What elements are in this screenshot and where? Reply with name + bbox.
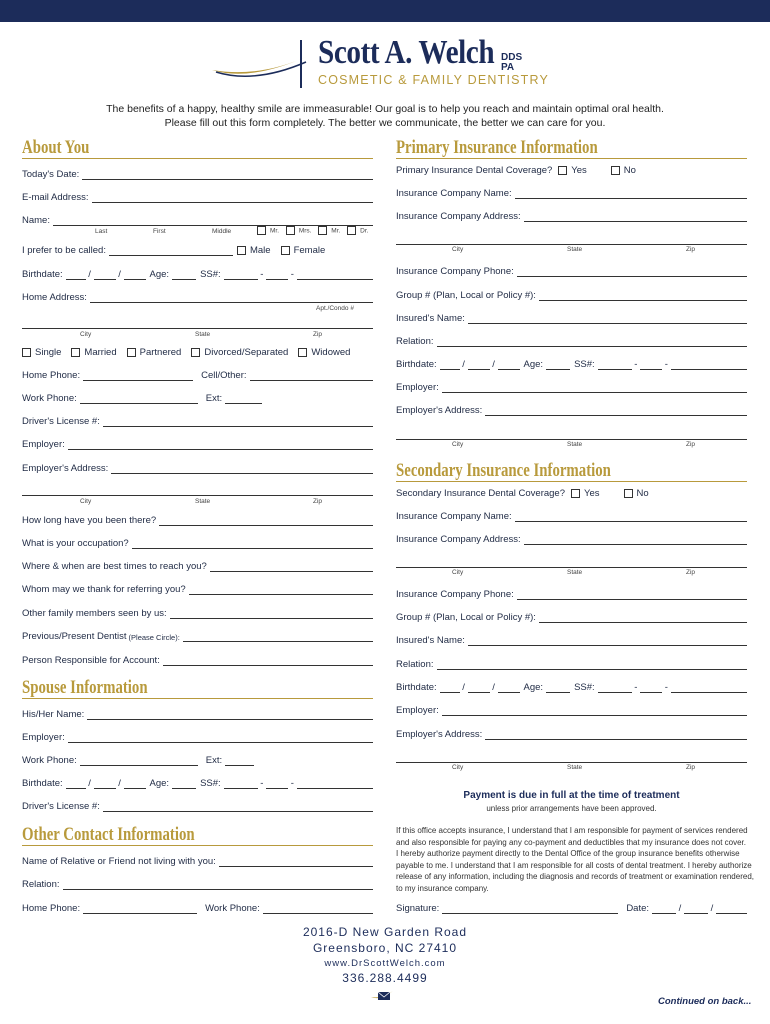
spouse-license-field[interactable]	[103, 801, 373, 812]
dentist-field[interactable]	[183, 631, 373, 642]
logo-divider	[300, 40, 302, 88]
footer-website: www.DrScottWelch.com	[324, 958, 446, 969]
married-checkbox[interactable]	[71, 348, 80, 357]
secondary-company-row: Insurance Company Name:	[396, 511, 747, 522]
primary-employer-address-row: Employer's Address:	[396, 405, 747, 416]
primary-state-caption: State	[567, 246, 583, 253]
secondary-insurance-heading: Secondary Insurance Information	[396, 460, 611, 481]
secondary-ss-part2-field[interactable]	[640, 682, 662, 693]
responsible-field[interactable]	[163, 655, 373, 666]
secondary-insurance-rule	[396, 481, 747, 482]
responsible-row: Person Responsible for Account:	[22, 655, 373, 666]
home-phone-field[interactable]	[83, 370, 193, 381]
practice-tagline: COSMETIC & FAMILY DENTISTRY	[318, 73, 550, 87]
spouse-ext-field[interactable]	[225, 755, 254, 766]
relative-row: Name of Relative or Friend not living with you:	[22, 856, 373, 867]
referral-row: Whom may we thank for referring you?	[22, 584, 373, 595]
primary-employer-city-state-zip-field[interactable]	[396, 429, 747, 440]
dr-checkbox[interactable]	[347, 226, 356, 235]
primary-company-address-row: Insurance Company Address:	[396, 211, 747, 222]
name-last-caption: Last	[95, 228, 108, 235]
zip-caption: Zip	[313, 331, 323, 338]
name-field[interactable]	[53, 215, 373, 226]
intro-line-1: The benefits of a happy, healthy smile are immeasurable! Our goal is to help you reach and maintain optimal oral health.	[106, 103, 664, 115]
primary-city-state-zip-field[interactable]	[396, 234, 747, 245]
spouse-birthdate-row: Birthdate: / / Age: SS#: - -	[22, 778, 373, 789]
secondary-no-checkbox[interactable]	[624, 489, 633, 498]
primary-relation-field[interactable]	[437, 336, 748, 347]
home-city-row	[22, 318, 373, 329]
ss-part1-field[interactable]	[224, 269, 258, 280]
date-year-field[interactable]	[716, 903, 747, 914]
payment-headline: Payment is due in full at the time of treatment	[463, 790, 680, 801]
spouse-birth-year-field[interactable]	[124, 778, 146, 789]
secondary-coverage-row: Secondary Insurance Dental Coverage? Yes No	[396, 488, 649, 499]
primary-ss-part1-field[interactable]	[598, 359, 632, 370]
secondary-state-caption: State	[567, 569, 583, 576]
spouse-name-row: His/Her Name:	[22, 709, 373, 720]
other-work-phone-field[interactable]	[263, 903, 373, 914]
best-times-field[interactable]	[210, 561, 373, 572]
dentist-row: Previous/Present Dentist (Please Circle):	[22, 631, 373, 642]
top-banner	[0, 0, 770, 22]
mr-checkbox[interactable]	[257, 226, 266, 235]
primary-birth-month-field[interactable]	[440, 359, 460, 370]
spouse-ss-part1-field[interactable]	[224, 778, 258, 789]
primary-employer-field[interactable]	[442, 382, 747, 393]
age-field[interactable]	[172, 269, 196, 280]
divorced-checkbox[interactable]	[191, 348, 200, 357]
secondary-birth-year-field[interactable]	[498, 682, 520, 693]
primary-city-row	[396, 234, 747, 245]
secondary-employer-city-caption: City	[452, 764, 464, 771]
primary-company-field[interactable]	[515, 188, 747, 199]
primary-birth-year-field[interactable]	[498, 359, 520, 370]
birthdate-row: Birthdate: / / Age: SS#: - -	[22, 269, 373, 280]
secondary-employer-city-state-zip-field[interactable]	[396, 752, 747, 763]
spouse-birth-month-field[interactable]	[66, 778, 86, 789]
work-ext-field[interactable]	[225, 393, 262, 404]
date-day-field[interactable]	[684, 903, 708, 914]
secondary-yes-checkbox[interactable]	[571, 489, 580, 498]
payment-terms: If this office accepts insurance, I understand that I am responsible for payment of services rendered and also responsible for paying any co-payment and deductibles that my insurance does not cover. I hereby authorize payment directly to the Dental Office of the group insurance benefits otherwise payable to me. I understand that I am responsible for all costs of dental treatment. I hereby authorize release of any information, including the diagnosis and records of treatment or examination rendered, to my insurance company.	[396, 826, 754, 893]
secondary-group-row: Group # (Plan, Local or Policy #):	[396, 612, 747, 623]
employer-row: Employer:	[22, 439, 373, 450]
primary-employer-city-caption: City	[452, 441, 464, 448]
marital-status-row: Single Married Partnered Divorced/Separated Widowed	[22, 347, 373, 358]
email-row: E-mail Address:	[22, 192, 373, 203]
spouse-work-phone-field[interactable]	[80, 755, 198, 766]
signature-field[interactable]	[442, 903, 618, 914]
employer-city-row	[22, 485, 373, 496]
how-long-field[interactable]	[159, 515, 373, 526]
primary-insurance-heading: Primary Insurance Information	[396, 137, 598, 158]
secondary-employer-address-row: Employer's Address:	[396, 729, 747, 740]
home-address-field[interactable]	[90, 292, 373, 303]
primary-employer-state-caption: State	[567, 441, 583, 448]
widowed-checkbox[interactable]	[298, 348, 307, 357]
primary-group-row: Group # (Plan, Local or Policy #):	[396, 290, 747, 301]
secondary-city-state-zip-field[interactable]	[396, 557, 747, 568]
secondary-relation-field[interactable]	[437, 659, 748, 670]
secondary-age-field[interactable]	[546, 682, 570, 693]
todays-date-field[interactable]	[82, 169, 373, 180]
primary-group-field[interactable]	[539, 290, 747, 301]
secondary-city-row	[396, 557, 747, 568]
secondary-company-address-field[interactable]	[524, 534, 747, 545]
secondary-relation-row: Relation:	[396, 659, 747, 670]
other-relation-row: Relation:	[22, 879, 373, 890]
occupation-row: What is your occupation?	[22, 538, 373, 549]
occupation-field[interactable]	[132, 538, 373, 549]
birth-day-field[interactable]	[94, 269, 116, 280]
employer-state-caption: State	[195, 498, 211, 505]
secondary-company-address-row: Insurance Company Address:	[396, 534, 747, 545]
email-field[interactable]	[92, 192, 373, 203]
primary-ss-part3-field[interactable]	[671, 359, 747, 370]
primary-employer-city-row	[396, 429, 747, 440]
name-row: Name:	[22, 215, 373, 226]
primary-zip-caption: Zip	[686, 246, 696, 253]
footer-address-line1: 2016-D New Garden Road	[302, 925, 468, 939]
primary-employer-row: Employer:	[396, 382, 747, 393]
mrs-checkbox[interactable]	[286, 226, 295, 235]
footer-swoosh-icon	[370, 989, 394, 1001]
primary-employer-zip-caption: Zip	[686, 441, 696, 448]
credential-pa: PA	[501, 62, 515, 73]
primary-coverage-row: Primary Insurance Dental Coverage? Yes No	[396, 165, 636, 176]
primary-relation-row: Relation:	[396, 336, 747, 347]
primary-city-caption: City	[452, 246, 464, 253]
primary-employer-address-field[interactable]	[485, 405, 747, 416]
work-phone-row: Work Phone: Ext:	[22, 393, 262, 404]
spouse-rule	[22, 698, 373, 699]
primary-no-checkbox[interactable]	[611, 166, 620, 175]
other-relation-field[interactable]	[63, 879, 374, 890]
apt-caption: Apt./Condo #	[316, 305, 354, 312]
spouse-birth-day-field[interactable]	[94, 778, 116, 789]
single-checkbox[interactable]	[22, 348, 31, 357]
license-field[interactable]	[103, 416, 373, 427]
secondary-group-field[interactable]	[539, 612, 747, 623]
license-row: Driver's License #:	[22, 416, 373, 427]
primary-birth-day-field[interactable]	[468, 359, 490, 370]
employer-address-field[interactable]	[111, 463, 373, 474]
primary-phone-field[interactable]	[517, 266, 747, 277]
other-contact-heading: Other Contact Information	[22, 824, 195, 845]
birth-month-field[interactable]	[66, 269, 86, 280]
primary-phone-row: Insurance Company Phone:	[396, 266, 747, 277]
employer-zip-caption: Zip	[313, 498, 323, 505]
primary-insured-field[interactable]	[468, 313, 747, 324]
spouse-age-field[interactable]	[172, 778, 196, 789]
about-you-rule	[22, 158, 373, 159]
name-middle-caption: Middle	[212, 228, 232, 235]
primary-company-row: Insurance Company Name:	[396, 188, 747, 199]
credential-dds: DDS	[501, 52, 523, 63]
primary-yes-checkbox[interactable]	[558, 166, 567, 175]
secondary-employer-address-field[interactable]	[485, 729, 747, 740]
secondary-employer-row: Employer:	[396, 705, 747, 716]
partnered-checkbox[interactable]	[127, 348, 136, 357]
secondary-birthdate-row: Birthdate: / / Age: SS#: - -	[396, 682, 747, 693]
spouse-ss-part3-field[interactable]	[297, 778, 373, 789]
employer-address-row: Employer's Address:	[22, 463, 373, 474]
preferred-name-row: I prefer to be called: Male Female	[22, 245, 326, 256]
secondary-ss-part3-field[interactable]	[671, 682, 747, 693]
secondary-birth-day-field[interactable]	[468, 682, 490, 693]
how-long-row: How long have you been there?	[22, 515, 373, 526]
secondary-company-field[interactable]	[515, 511, 747, 522]
phone-row: Home Phone: Cell/Other:	[22, 370, 373, 381]
ss-part3-field[interactable]	[297, 269, 373, 280]
primary-ss-part2-field[interactable]	[640, 359, 662, 370]
todays-date-row: Today's Date:	[22, 169, 373, 180]
secondary-employer-state-caption: State	[567, 764, 583, 771]
spouse-heading: Spouse Information	[22, 677, 148, 698]
preferred-name-field[interactable]	[109, 245, 233, 256]
secondary-phone-field[interactable]	[517, 589, 747, 600]
cell-phone-field[interactable]	[250, 370, 374, 381]
secondary-employer-city-row	[396, 752, 747, 763]
birth-year-field[interactable]	[124, 269, 146, 280]
primary-insurance-rule	[396, 158, 747, 159]
secondary-ss-part1-field[interactable]	[598, 682, 632, 693]
spouse-work-phone-row: Work Phone: Ext:	[22, 755, 254, 766]
work-phone-field[interactable]	[80, 393, 198, 404]
female-checkbox[interactable]	[281, 246, 290, 255]
signature-row: Signature: Date: / /	[396, 903, 747, 914]
intro-line-2: Please fill out this form completely. The better we communicate, the better we can care for you.	[164, 117, 606, 129]
spouse-ss-part2-field[interactable]	[266, 778, 288, 789]
spouse-employer-row: Employer:	[22, 732, 373, 743]
spouse-name-field[interactable]	[87, 709, 373, 720]
secondary-zip-caption: Zip	[686, 569, 696, 576]
swoosh-logo-icon	[210, 52, 310, 82]
relative-field[interactable]	[219, 856, 373, 867]
primary-company-address-field[interactable]	[524, 211, 747, 222]
secondary-employer-field[interactable]	[442, 705, 747, 716]
practice-name: Scott A. Welch	[318, 34, 495, 71]
employer-field[interactable]	[68, 439, 373, 450]
secondary-phone-row: Insurance Company Phone:	[396, 589, 747, 600]
state-caption: State	[195, 331, 211, 338]
male-checkbox[interactable]	[237, 246, 246, 255]
continued-note: Continued on back...	[658, 996, 752, 1007]
referral-field[interactable]	[189, 584, 373, 595]
secondary-insured-field[interactable]	[468, 635, 747, 646]
home-city-state-zip-field[interactable]	[22, 318, 373, 329]
secondary-employer-zip-caption: Zip	[686, 764, 696, 771]
other-contact-rule	[22, 845, 373, 846]
primary-insured-row: Insured's Name:	[396, 313, 747, 324]
family-field[interactable]	[170, 608, 373, 619]
title-options: Mr. Mrs. Mr. Dr.	[257, 226, 368, 236]
other-phone-row: Home Phone: Work Phone:	[22, 903, 373, 914]
about-you-heading: About You	[22, 137, 90, 158]
other-home-phone-field[interactable]	[83, 903, 197, 914]
secondary-city-caption: City	[452, 569, 464, 576]
spouse-license-row: Driver's License #:	[22, 801, 373, 812]
footer-address-line2: Greensboro, NC 27410	[312, 941, 458, 955]
secondary-birth-month-field[interactable]	[440, 682, 460, 693]
date-month-field[interactable]	[652, 903, 676, 914]
employer-city-caption: City	[80, 498, 92, 505]
footer-phone: 336.288.4499	[342, 971, 428, 985]
secondary-insured-row: Insured's Name:	[396, 635, 747, 646]
name-first-caption: First	[153, 228, 166, 235]
primary-age-field[interactable]	[546, 359, 570, 370]
ss-part2-field[interactable]	[266, 269, 288, 280]
best-times-row: Where & when are best times to reach you?	[22, 561, 373, 572]
mr-alt-checkbox[interactable]	[318, 226, 327, 235]
spouse-employer-field[interactable]	[68, 732, 373, 743]
primary-birthdate-row: Birthdate: / / Age: SS#: - -	[396, 359, 747, 370]
payment-subline: unless prior arrangements have been approved.	[486, 804, 657, 813]
home-address-row: Home Address:	[22, 292, 373, 303]
employer-city-state-zip-field[interactable]	[22, 485, 373, 496]
city-caption: City	[80, 331, 92, 338]
family-row: Other family members seen by us:	[22, 608, 373, 619]
